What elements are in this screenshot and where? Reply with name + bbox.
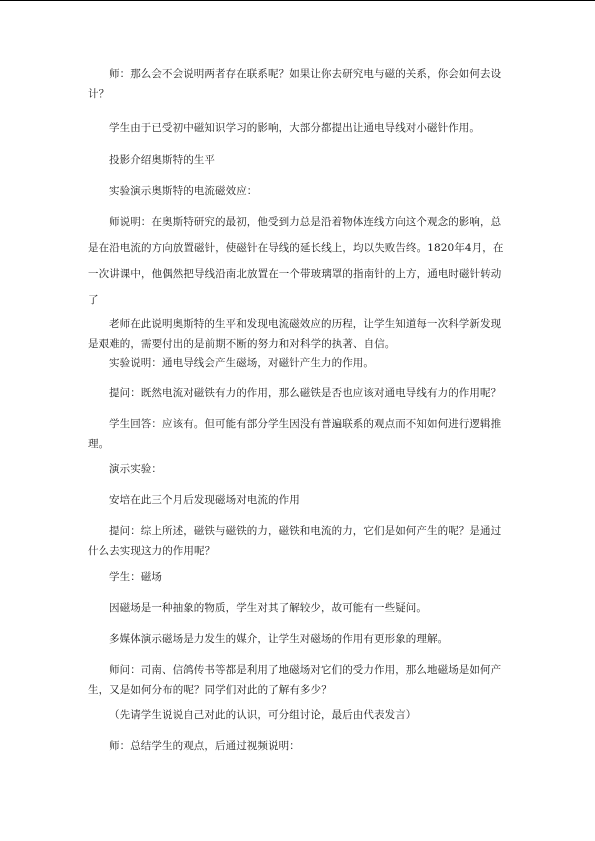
paragraph-3: 投影介绍奥斯特的生平 <box>109 154 215 166</box>
paragraph-9: 学生回答：应该有。但可能有部分学生因没有普遍联系的观点而不知如何进行逻辑推理。 <box>88 418 502 450</box>
paragraph-5: 师说明：在奥斯特研究的最初，他受到力总是沿着物体连线方向这个观念的影响，总是在沿电流的方向放置磁针，使磁针在导线的延长线上，均以失败告终。1820年4月，在一次讲课中，他偶然把导线沿南北放置在一个带玻璃罩的指南针的上方，通电时磁针转动了 <box>88 216 504 306</box>
paragraph-11: 安培在此三个月后发现磁场对电流的作用 <box>109 494 300 506</box>
paragraph-16: 师问：司南、信鸽传书等都是利用了地磁场对它们的受力作用，那么地磁场是如何产生，又是如何分布的呢？同学们对此的了解有多少？ <box>88 664 502 696</box>
paragraph-2: 学生由于已受初中磁知识学习的影响，大部分都提出让通电导线对小磁针作用。 <box>109 122 480 134</box>
page-top-border <box>0 0 595 1</box>
paragraph-6: 老师在此说明奥斯特的生平和发现电流磁效应的历程，让学生知道每一次科学新发现是艰难的，需要付出的是前期不断的努力和对科学的执著、自信。 <box>88 318 502 350</box>
paragraph-18: 师：总结学生的观点，后通过视频说明： <box>109 740 300 752</box>
paragraph-10: 演示实验： <box>109 463 162 475</box>
paragraph-8: 提问：既然电流对磁铁有力的作用，那么磁铁是否也应该对通电导线有力的作用呢？ <box>109 387 502 399</box>
paragraph-14: 因磁场是一种抽象的物质，学生对其了解较少，故可能有一些疑问。 <box>109 602 427 614</box>
paragraph-12: 提问：综上所述，磁铁与磁铁的力，磁铁和电流的力，它们是如何产生的呢？是通过什么去实现这力的作用呢？ <box>88 525 502 557</box>
paragraph-17: （先请学生说说自己对此的认识，可分组讨论，最后由代表发言） <box>109 709 417 721</box>
paragraph-13: 学生：磁场 <box>109 571 162 583</box>
paragraph-7: 实验说明：通电导线会产生磁场，对磁针产生力的作用。 <box>109 357 374 369</box>
paragraph-15: 多媒体演示磁场是力发生的媒介，让学生对磁场的作用有更形象的理解。 <box>109 633 449 645</box>
paragraph-4: 实验演示奥斯特的电流磁效应： <box>109 185 258 197</box>
paragraph-1: 师：那么会不会说明两者存在联系呢？如果让你去研究电与磁的关系，你会如何去设计？ <box>88 68 502 100</box>
